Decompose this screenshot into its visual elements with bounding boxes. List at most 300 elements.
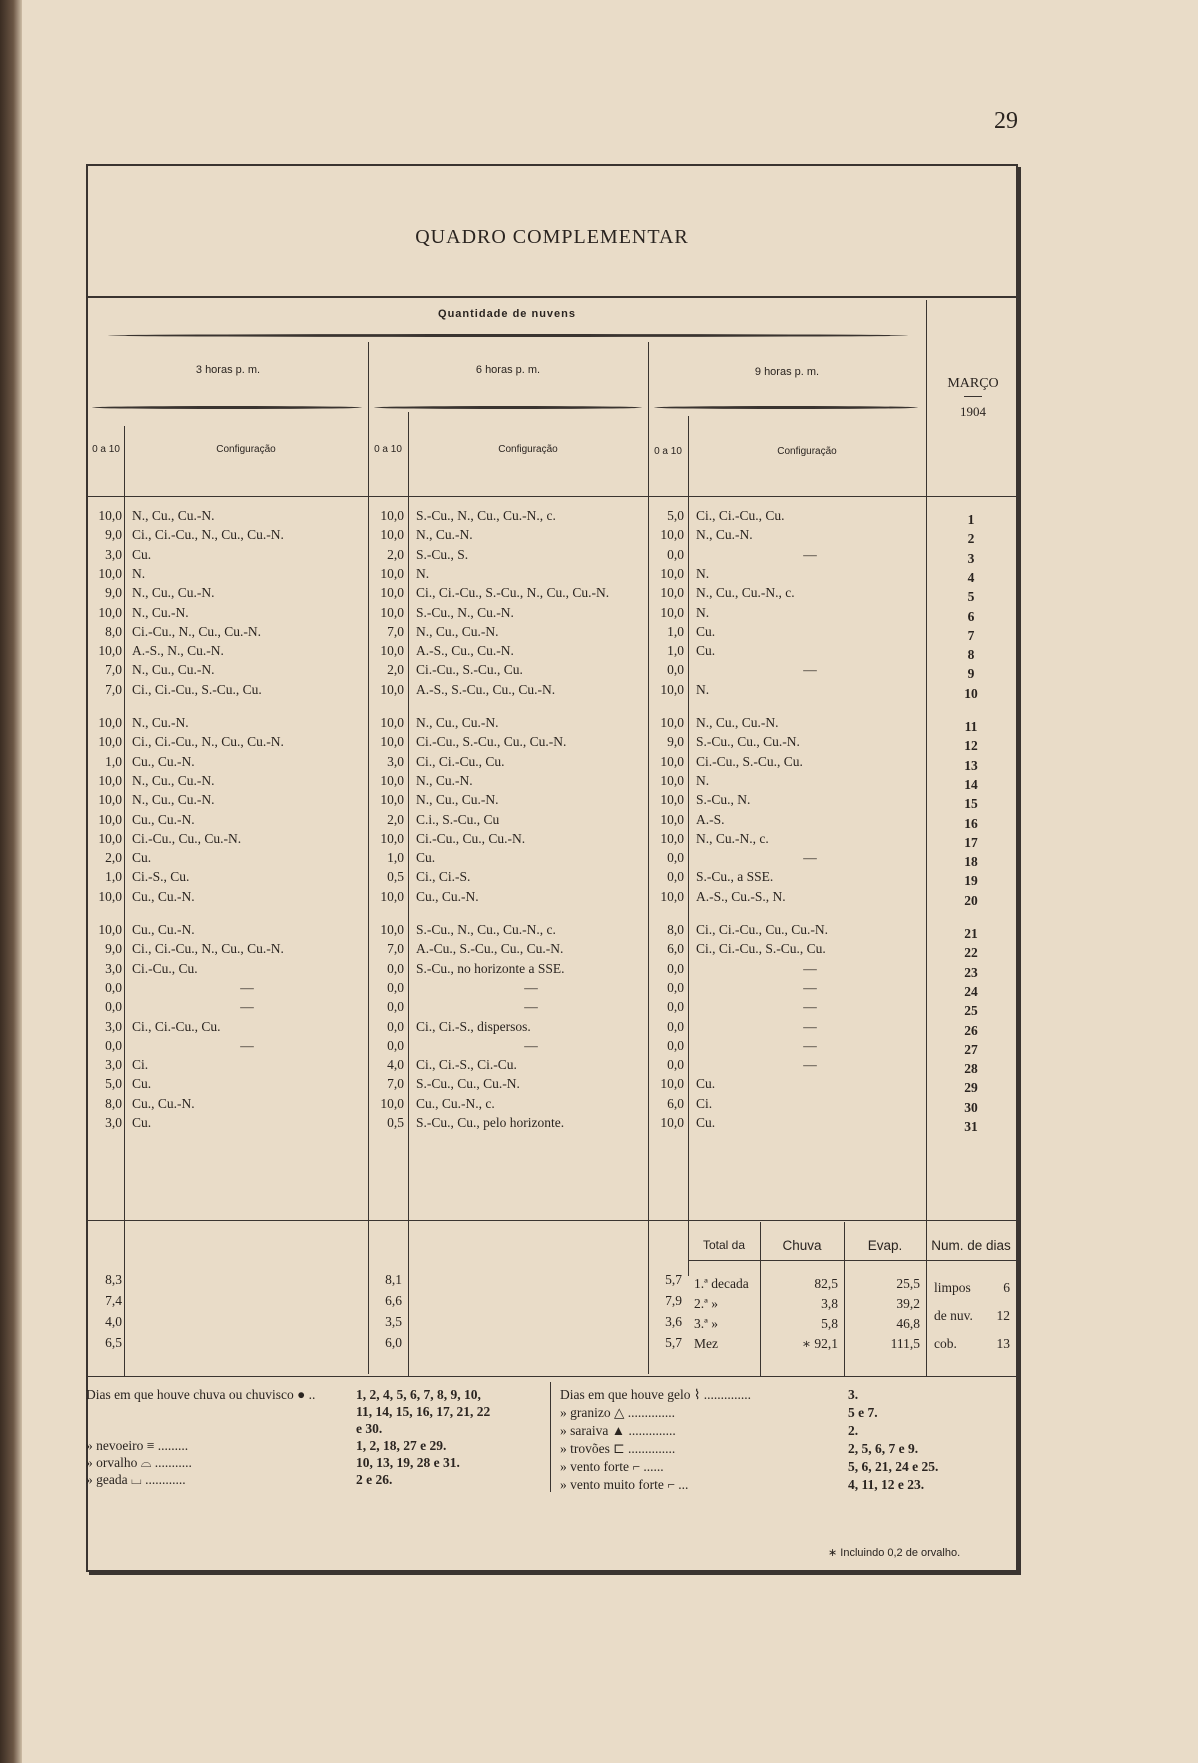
cloud-amount: 0,0 — [667, 546, 684, 562]
col3-header: 3 horas p. m. — [195, 364, 261, 376]
cloud-amount: 2,0 — [387, 662, 404, 678]
cloud-amount: 10,0 — [380, 715, 404, 730]
totals-header-rule — [688, 1260, 1016, 1261]
cloud-amount: 1,0 — [105, 869, 122, 885]
days-value: 6 — [1003, 1280, 1010, 1295]
cloud-config: N. — [696, 604, 710, 620]
cloud-config: S.-Cu., Cu., Cu.-N. — [416, 1076, 520, 1092]
dias-header: Num. de dias — [931, 1238, 1011, 1253]
cloud-amount: 5,0 — [105, 1076, 122, 1092]
col3-rule — [92, 406, 362, 409]
cloud-amount: 7,0 — [387, 1076, 404, 1092]
col6-rule — [374, 406, 642, 409]
cloud-amount: 0,0 — [387, 1037, 404, 1053]
col9-rule — [654, 406, 918, 409]
cloud-config: Ci.-S., Cu. — [132, 869, 190, 885]
cloud-amount: 10,0 — [380, 772, 404, 788]
cloud-config: Cu. — [132, 546, 152, 562]
mean-value: 3,6 — [665, 1314, 682, 1329]
cloud-amount: 7,0 — [105, 662, 122, 678]
cloud-amount: 3,0 — [387, 753, 404, 769]
footer-label: » saraiva ▲ .............. — [560, 1423, 676, 1438]
cloud-amount: 10,0 — [98, 888, 122, 904]
group-header: Quantidade de nuvens — [438, 308, 576, 320]
footer-days: 5, 6, 21, 24 e 25. — [848, 1459, 939, 1474]
cloud-config: — — [803, 1018, 817, 1034]
cloud-config: Cu., Cu.-N. — [132, 753, 195, 769]
cloud-config: A.-S., Cu.-S., N. — [696, 888, 786, 904]
day-number: 12 — [964, 738, 978, 754]
decade-label: 2.ª » — [694, 1296, 718, 1311]
cloud-amount: 8,0 — [667, 922, 684, 937]
cloud-amount: 10,0 — [98, 772, 122, 788]
cloud-config: N., Cu.-N. — [696, 527, 753, 543]
day-number: 2 — [967, 531, 975, 547]
cloud-config: N. — [696, 772, 710, 788]
cloud-config: Ci., Ci.-Cu., S.-Cu., N., Cu., Cu.-N. — [416, 585, 610, 601]
cloud-config: N., Cu., Cu.-N. — [132, 662, 215, 678]
day-number: 21 — [964, 926, 978, 941]
cloud-config: S.-Cu., S. — [416, 546, 469, 562]
cloud-config: Cu., Cu.-N. — [416, 888, 479, 904]
footer-days: 2, 5, 6, 7 e 9. — [848, 1441, 919, 1456]
cloud-config: C.i., S.-Cu., Cu — [416, 811, 500, 827]
cloud-config: Cu. — [696, 643, 716, 659]
cloud-config: A.-S., N., Cu.-N. — [132, 643, 224, 659]
cloud-config: S.-Cu., a SSE. — [696, 869, 774, 885]
mean-value: 5,7 — [665, 1335, 682, 1350]
cloud-amount: 10,0 — [380, 585, 404, 601]
day-number: 11 — [964, 719, 978, 734]
footer-label: » orvalho ⌓ ........... — [86, 1455, 192, 1470]
cloud-amount: 2,0 — [105, 850, 122, 866]
footer-days: e 30. — [356, 1421, 383, 1436]
cloud-amount: 0,0 — [387, 960, 404, 976]
cloud-amount: 10,0 — [98, 643, 122, 659]
cloud-amount: 10,0 — [98, 734, 122, 750]
day-number: 28 — [964, 1061, 978, 1077]
day-number: 27 — [964, 1041, 978, 1057]
day-number: 14 — [964, 776, 978, 792]
footer-label: » vento muito forte ⌐ ... — [560, 1477, 689, 1492]
decade-label: 3.ª » — [694, 1316, 718, 1331]
cloud-amount: 3,0 — [105, 546, 122, 562]
mean-value: 3,5 — [385, 1314, 402, 1329]
footnote: ∗ Incluindo 0,2 de orvalho. — [828, 1547, 961, 1559]
cloud-config: N., Cu., Cu.-N., c. — [696, 585, 795, 601]
cloud-amount: 10,0 — [380, 1095, 404, 1111]
book-spine — [0, 0, 22, 1763]
cloud-amount: 7,0 — [387, 623, 404, 639]
cloud-amount: 3,0 — [105, 960, 122, 976]
cloud-amount: 0,0 — [105, 1037, 122, 1053]
cloud-amount: 10,0 — [660, 527, 684, 543]
cloud-amount: 10,0 — [660, 811, 684, 827]
cloud-config: Ci., Ci.-Cu., Cu., Cu.-N. — [696, 922, 829, 937]
cloud-config: Cu., Cu.-N., c. — [416, 1095, 495, 1111]
cloud-config: — — [524, 979, 538, 995]
cloud-config: A.-S., S.-Cu., Cu., Cu.-N. — [416, 681, 556, 697]
year-header: 1904 — [960, 404, 986, 419]
footer-days: 11, 14, 15, 16, 17, 21, 22 — [356, 1404, 491, 1419]
cloud-config: Ci., Ci.-Cu., N., Cu., Cu.-N. — [132, 941, 284, 957]
scale-header-3: 0 a 10 — [92, 444, 120, 455]
cloud-amount: 7,0 — [387, 941, 404, 957]
cloud-config: N., Cu., Cu.-N. — [132, 792, 215, 808]
mean-value: 5,7 — [665, 1272, 682, 1287]
cloud-config: N., Cu.-N. — [132, 715, 189, 730]
day-number: 20 — [964, 892, 978, 908]
cloud-config: N., Cu.-N. — [416, 772, 473, 788]
cloud-amount: 0,0 — [387, 999, 404, 1015]
day-number: 5 — [967, 589, 975, 605]
footer-days: 5 e 7. — [848, 1405, 878, 1420]
rule-v1 — [124, 426, 125, 1376]
cloud-amount: 10,0 — [380, 604, 404, 620]
cloud-config: Cu. — [132, 1076, 152, 1092]
cloud-amount: 0,5 — [387, 869, 404, 885]
cloud-config: Ci., Ci.-Cu., S.-Cu., Cu. — [132, 681, 262, 697]
cloud-config: — — [803, 960, 817, 976]
cloud-amount: 10,0 — [98, 715, 122, 730]
cloud-amount: 0,0 — [667, 850, 684, 866]
cloud-config: Ci., Ci.-Cu., Cu. — [132, 1018, 221, 1034]
cloud-amount: 9,0 — [667, 734, 684, 750]
cloud-config: Ci.-Cu., S.-Cu., Cu. — [416, 662, 523, 678]
cloud-amount: 7,0 — [105, 681, 122, 697]
cloud-config: — — [803, 1037, 817, 1053]
cloud-amount: 0,0 — [387, 979, 404, 995]
page-number: 29 — [994, 108, 1018, 134]
footer-days: 2 e 26. — [356, 1472, 393, 1487]
table-frame — [86, 164, 1018, 1572]
footer-divider — [550, 1382, 551, 1492]
cloud-amount: 9,0 — [105, 941, 122, 957]
cloud-amount: 0,0 — [105, 999, 122, 1015]
totals-rule — [88, 1220, 1016, 1221]
day-number: 7 — [967, 627, 975, 643]
cloud-amount: 3,0 — [105, 1057, 122, 1073]
cloud-config: Ci., Ci.-S. — [416, 869, 471, 885]
rain-total: 82,5 — [814, 1276, 838, 1291]
rain-total: 5,8 — [821, 1316, 838, 1331]
rain-total: 3,8 — [821, 1296, 838, 1311]
cloud-amount: 10,0 — [380, 830, 404, 846]
cloud-amount: 10,0 — [380, 888, 404, 904]
cloud-config: Ci., Ci.-Cu., N., Cu., Cu.-N. — [132, 527, 284, 543]
month-dash — [964, 396, 982, 397]
days-value: 13 — [996, 1336, 1010, 1351]
cloud-config: S.-Cu., N., Cu., Cu.-N., c. — [416, 508, 556, 523]
decade-label: Mez — [694, 1336, 718, 1351]
cloud-config: Cu., Cu.-N. — [132, 922, 195, 937]
cloud-config: — — [240, 999, 254, 1015]
cloud-amount: 1,0 — [667, 623, 684, 639]
rule-v5 — [688, 416, 689, 1276]
cloud-config: — — [803, 1057, 817, 1073]
footer-days: 3. — [848, 1387, 859, 1402]
cloud-config: N., Cu.-N. — [132, 604, 189, 620]
mean-value: 7,4 — [105, 1293, 122, 1308]
decade-label: 1.ª decada — [694, 1276, 749, 1291]
header-rule — [88, 496, 1016, 497]
cloud-amount: 6,0 — [667, 941, 684, 957]
cloud-amount: 10,0 — [660, 830, 684, 846]
cloud-config: N., Cu., Cu.-N. — [132, 772, 215, 788]
day-number: 17 — [964, 834, 978, 850]
cloud-config: Cu. — [696, 1076, 716, 1092]
cloud-amount: 10,0 — [380, 643, 404, 659]
cloud-config: — — [803, 546, 817, 562]
footer-days: 1, 2, 18, 27 e 29. — [356, 1438, 447, 1453]
title-rule — [88, 296, 1016, 298]
day-number: 19 — [964, 873, 978, 889]
cloud-config: Cu., Cu.-N. — [132, 888, 195, 904]
cloud-config: Ci.-Cu., S.-Cu., Cu., Cu.-N. — [416, 734, 567, 750]
col9-header: 9 horas p. m. — [754, 366, 820, 378]
footer-label: » nevoeiro ≡ ......... — [86, 1438, 189, 1453]
evap-total: 46,8 — [896, 1316, 920, 1331]
cloud-amount: 10,0 — [660, 888, 684, 904]
cloud-config: N., Cu.-N., c. — [696, 830, 769, 846]
cloud-config: S.-Cu., no horizonte a SSE. — [416, 960, 565, 976]
cloud-config: — — [803, 999, 817, 1015]
footer-days: 10, 13, 19, 28 e 31. — [356, 1455, 460, 1470]
footer-days: 2. — [848, 1423, 859, 1438]
day-number: 16 — [964, 815, 978, 831]
mean-value: 6,6 — [385, 1293, 402, 1308]
cloud-config: Ci.-Cu., Cu., Cu.-N. — [132, 830, 242, 846]
cloud-amount: 9,0 — [105, 585, 122, 601]
total-header: Total da — [702, 1238, 746, 1252]
cloud-amount: 6,0 — [667, 1095, 684, 1111]
cloud-amount: 0,0 — [667, 869, 684, 885]
rule-v3 — [408, 412, 409, 1376]
cloud-config: — — [524, 999, 538, 1015]
cloud-amount: 8,0 — [105, 1095, 122, 1111]
cloud-config: N., Cu., Cu.-N. — [416, 792, 499, 808]
cloud-config: — — [524, 1037, 538, 1053]
month-header: MARÇO — [947, 376, 999, 391]
day-number: 6 — [967, 608, 975, 624]
cloud-amount: 10,0 — [98, 830, 122, 846]
day-number: 8 — [967, 647, 975, 663]
cloud-amount: 2,0 — [387, 811, 404, 827]
cloud-config: Cu., Cu.-N. — [132, 1095, 195, 1111]
cloud-config: Ci.-Cu., Cu. — [132, 960, 198, 976]
cloud-amount: 5,0 — [667, 508, 684, 523]
mean-value: 6,5 — [105, 1335, 122, 1350]
cloud-amount: 10,0 — [660, 792, 684, 808]
cloud-config: — — [803, 662, 817, 678]
cloud-amount: 0,0 — [667, 662, 684, 678]
day-number: 10 — [964, 685, 978, 701]
day-number: 15 — [964, 796, 978, 812]
day-number: 24 — [964, 983, 978, 999]
footer-rule — [88, 1376, 1016, 1377]
cloud-amount: 9,0 — [105, 527, 122, 543]
cloud-config: N., Cu.-N. — [416, 527, 473, 543]
day-number: 29 — [964, 1080, 978, 1096]
cloud-amount: 0,0 — [667, 1037, 684, 1053]
day-number: 22 — [964, 945, 978, 961]
cloud-config: A.-S. — [696, 811, 725, 827]
cloud-config: S.-Cu., Cu., Cu.-N. — [696, 734, 800, 750]
cloud-config: — — [803, 979, 817, 995]
page-title: QUADRO COMPLEMENTAR — [415, 226, 689, 248]
cloud-amount: 0,0 — [667, 1018, 684, 1034]
cloud-amount: 10,0 — [380, 527, 404, 543]
cloud-config: — — [803, 850, 817, 866]
cloud-amount: 2,0 — [387, 546, 404, 562]
cloud-config: N. — [416, 565, 430, 581]
config-header-3: Configuração — [216, 444, 276, 455]
config-header-6: Configuração — [498, 444, 558, 455]
cloud-config: N., Cu., Cu.-N. — [132, 585, 215, 601]
evap-total: 111,5 — [890, 1336, 920, 1351]
scale-header-6: 0 a 10 — [374, 444, 402, 455]
footer-label: Dias em que houve gelo ⌇ .............. — [560, 1387, 752, 1402]
day-number: 9 — [967, 666, 975, 682]
cloud-config: A.-Cu., S.-Cu., Cu., Cu.-N. — [416, 941, 564, 957]
cloud-config: A.-S., Cu., Cu.-N. — [416, 643, 514, 659]
footer-days: 4, 11, 12 e 23. — [848, 1477, 925, 1492]
cloud-config: Cu., Cu.-N. — [132, 811, 195, 827]
cloud-config: S.-Cu., N. — [696, 792, 751, 808]
cloud-config: Cu. — [132, 1115, 152, 1130]
cloud-amount: 10,0 — [660, 1115, 684, 1130]
cloud-config: Ci., Ci.-Cu., N., Cu., Cu.-N. — [132, 734, 284, 750]
cloud-config: — — [240, 1037, 254, 1053]
cloud-config: N., Cu., Cu.-N. — [416, 715, 499, 730]
cloud-config: — — [240, 979, 254, 995]
cloud-config: N. — [132, 565, 146, 581]
cloud-amount: 3,0 — [105, 1018, 122, 1034]
evap-header: Evap. — [867, 1238, 903, 1253]
evap-total: 25,5 — [896, 1276, 920, 1291]
day-number: 31 — [964, 1119, 978, 1134]
mean-value: 8,1 — [385, 1272, 402, 1287]
footer-label: » granizo △ .............. — [560, 1405, 675, 1420]
cloud-amount: 0,0 — [387, 1018, 404, 1034]
cloud-amount: 10,0 — [98, 922, 122, 937]
cloud-amount: 10,0 — [98, 565, 122, 581]
cloud-amount: 0,5 — [387, 1115, 404, 1130]
cloud-amount: 10,0 — [660, 1076, 684, 1092]
cloud-config: Ci. — [132, 1057, 149, 1073]
cloud-amount: 10,0 — [660, 585, 684, 601]
footer-label: » geada ⌴ ............ — [86, 1472, 186, 1487]
day-number: 3 — [967, 550, 975, 566]
cloud-amount: 10,0 — [660, 753, 684, 769]
cloud-amount: 10,0 — [660, 715, 684, 730]
scale-header-9: 0 a 10 — [654, 446, 682, 457]
mean-value: 4,0 — [105, 1314, 122, 1329]
cloud-config: N., Cu., Cu.-N. — [696, 715, 779, 730]
cloud-config: N., Cu., Cu.-N. — [416, 623, 499, 639]
cloud-config: N., Cu., Cu.-N. — [132, 508, 215, 523]
cloud-config: Cu. — [696, 1115, 716, 1130]
cloud-config: Ci., Ci.-Cu., Cu. — [416, 753, 505, 769]
cloud-amount: 0,0 — [667, 1057, 684, 1073]
cloud-config: Cu. — [416, 850, 436, 866]
days-label: limpos — [934, 1280, 971, 1295]
day-number: 13 — [964, 757, 978, 773]
footer-label: » vento forte ⌐ ...... — [560, 1459, 664, 1474]
cloud-config: Ci., Ci.-S., Ci.-Cu. — [416, 1057, 517, 1073]
mean-value: 6,0 — [385, 1335, 402, 1350]
days-value: 12 — [996, 1308, 1010, 1323]
evap-total: 39,2 — [896, 1296, 920, 1311]
footer-label: » trovões ⊏ .............. — [560, 1441, 676, 1456]
cloud-config: S.-Cu., N., Cu.-N. — [416, 604, 514, 620]
cloud-amount: 10,0 — [380, 565, 404, 581]
cloud-config: Ci. — [696, 1095, 713, 1111]
cloud-amount: 1,0 — [667, 643, 684, 659]
cloud-amount: 10,0 — [98, 604, 122, 620]
cloud-config: Ci., Ci.-Cu., S.-Cu., Cu. — [696, 941, 826, 957]
cloud-amount: 10,0 — [380, 508, 404, 523]
cloud-config: Ci.-Cu., S.-Cu., Cu. — [696, 753, 803, 769]
day-number: 1 — [967, 512, 975, 527]
mean-value: 8,3 — [105, 1272, 122, 1287]
config-header-9: Configuração — [777, 446, 837, 457]
cloud-amount: 10,0 — [98, 792, 122, 808]
cloud-amount: 0,0 — [667, 999, 684, 1015]
cloud-config: S.-Cu., N., Cu., Cu.-N., c. — [416, 922, 556, 937]
cloud-amount: 10,0 — [380, 922, 404, 937]
cloud-amount: 10,0 — [660, 604, 684, 620]
cloud-amount: 10,0 — [98, 811, 122, 827]
cloud-amount: 0,0 — [105, 979, 122, 995]
cloud-amount: 10,0 — [380, 681, 404, 697]
footer-days: 1, 2, 4, 5, 6, 7, 8, 9, 10, — [356, 1387, 481, 1402]
cloud-config: Ci.-Cu., N., Cu., Cu.-N. — [132, 623, 262, 639]
day-number: 25 — [964, 1003, 978, 1019]
cloud-config: Ci., Ci.-Cu., Cu. — [696, 508, 785, 523]
cloud-config: Ci., Ci.-S., dispersos. — [416, 1018, 531, 1034]
footer-label: Dias em que houve chuva ou chuvisco ● .. — [86, 1387, 316, 1402]
cloud-amount: 4,0 — [387, 1057, 404, 1073]
group-rule — [108, 334, 908, 337]
cloud-config: S.-Cu., Cu., pelo horizonte. — [416, 1115, 565, 1130]
cloud-amount: 0,0 — [667, 979, 684, 995]
days-label: cob. — [934, 1336, 957, 1351]
day-number: 26 — [964, 1022, 978, 1038]
cloud-amount: 10,0 — [380, 792, 404, 808]
cloud-amount: 10,0 — [660, 565, 684, 581]
cloud-config: Cu. — [696, 623, 716, 639]
chuva-header: Chuva — [782, 1238, 822, 1253]
day-number: 30 — [964, 1099, 978, 1115]
day-number: 4 — [967, 569, 975, 585]
rain-total: ∗ 92,1 — [801, 1336, 838, 1351]
cloud-amount: 1,0 — [387, 850, 404, 866]
mean-value: 7,9 — [665, 1293, 682, 1308]
cloud-amount: 10,0 — [660, 681, 684, 697]
cloud-amount: 10,0 — [380, 734, 404, 750]
cloud-config: Ci.-Cu., Cu., Cu.-N. — [416, 830, 526, 846]
day-number: 18 — [964, 854, 978, 870]
cloud-config: N. — [696, 681, 710, 697]
days-label: de nuv. — [934, 1308, 973, 1323]
day-number: 23 — [964, 964, 978, 980]
cloud-amount: 0,0 — [667, 960, 684, 976]
col6-header: 6 horas p. m. — [475, 364, 541, 376]
cloud-amount: 3,0 — [105, 1115, 122, 1130]
cloud-amount: 8,0 — [105, 623, 122, 639]
cloud-amount: 10,0 — [98, 508, 122, 523]
